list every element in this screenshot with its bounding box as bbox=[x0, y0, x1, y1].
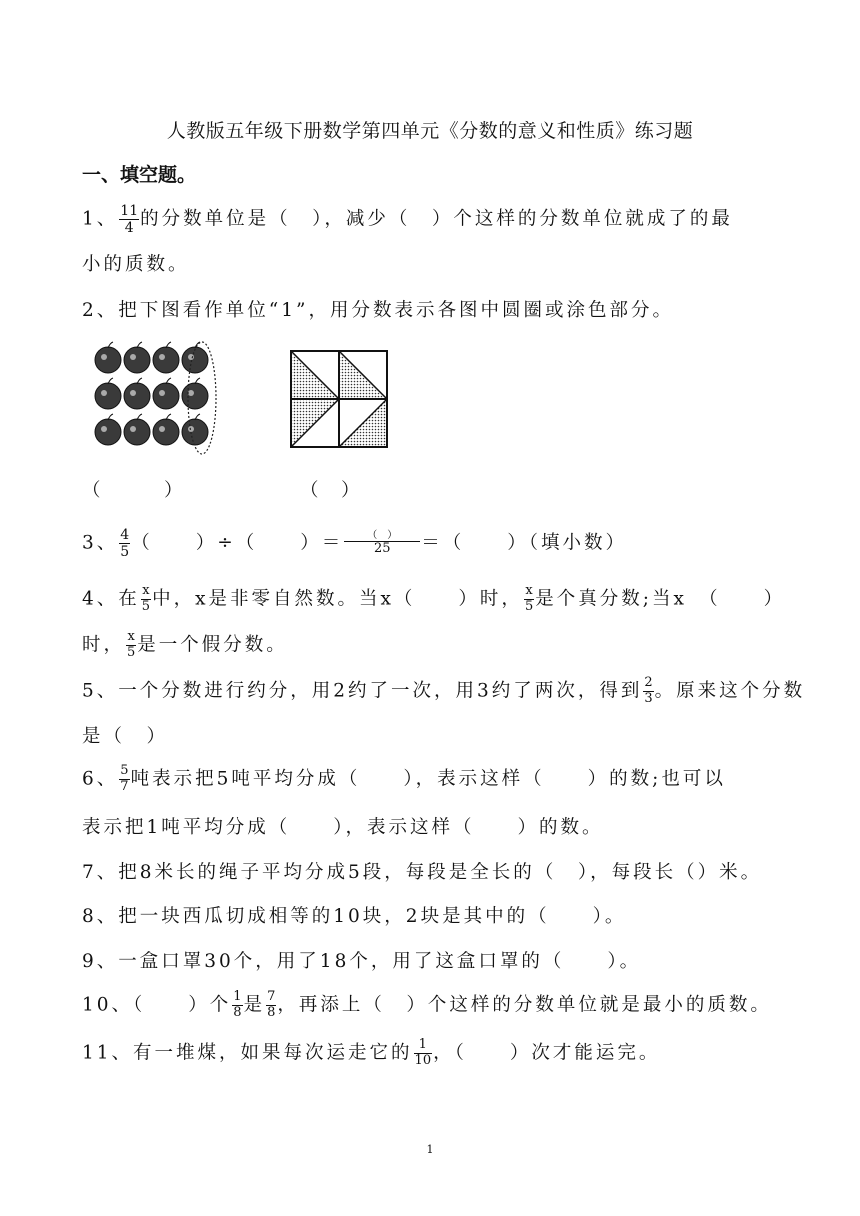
question-1: 1、 $\frac{11}{4}$ 的分数单位是（ ），减少（ ）个这样的分数单位就成了的最 bbox=[82, 203, 733, 237]
question-6: 6、 $\frac{5}{7}$ 吨表示把5吨平均分成（ ），表示这样（ ）的数;也可以 bbox=[82, 763, 726, 794]
fraction: $\frac{( )}{25}$ bbox=[344, 530, 420, 557]
question-7: 7、把8米长的绳子平均分成5段，每段是全长的（ ），每段长（）米。 bbox=[82, 862, 763, 883]
apples-figure bbox=[92, 338, 220, 460]
fraction: $\frac{x}{5}$ bbox=[524, 583, 534, 614]
fraction: $\frac{5}{7}$ bbox=[120, 763, 129, 794]
apple-icon bbox=[124, 383, 150, 409]
question-1-cont: 小的质数。 bbox=[82, 254, 190, 275]
answer-blank-figure-2[interactable]: （ ） bbox=[300, 480, 362, 501]
apple-icon bbox=[95, 419, 121, 445]
fraction: $\frac{4}{5}$ bbox=[120, 527, 130, 561]
fraction: $\frac{1}{8}$ bbox=[233, 989, 242, 1020]
question-6-cont: 表示把1吨平均分成（ ），表示这样（ ）的数。 bbox=[82, 817, 604, 838]
question-9: 9、一盒口罩30个，用了18个，用了这盒口罩的（ ）。 bbox=[82, 951, 642, 972]
apple-icon bbox=[182, 383, 208, 409]
answer-blank-figure-1[interactable]: （ ） bbox=[82, 480, 185, 501]
fraction: $\frac{x}{5}$ bbox=[127, 629, 136, 660]
apple-icon bbox=[182, 419, 208, 445]
question-4-cont: 时， $\frac{x}{5}$ 是一个假分数。 bbox=[82, 629, 288, 660]
apple-icon bbox=[95, 383, 121, 409]
apple-icon bbox=[182, 347, 208, 373]
apple-icon bbox=[153, 419, 179, 445]
fraction: $\frac{1}{10}$ bbox=[414, 1037, 432, 1068]
fraction: $\frac{11}{4}$ bbox=[120, 203, 139, 237]
question-11: 11、有一堆煤，如果每次运走它的 $\frac{1}{10}$ ，（ ）次才能运完。 bbox=[82, 1037, 661, 1068]
apple-icon bbox=[124, 419, 150, 445]
section-heading: 一、填空题。 bbox=[82, 164, 197, 186]
page-number: 1 bbox=[426, 1143, 434, 1156]
fraction: $\frac{x}{5}$ bbox=[141, 583, 151, 614]
apple-icon bbox=[95, 347, 121, 373]
fraction: $\frac{7}{8}$ bbox=[267, 989, 276, 1020]
apple-icon bbox=[153, 347, 179, 373]
question-5-cont: 是（ ） bbox=[82, 726, 169, 747]
fraction: $\frac{2}{3}$ bbox=[644, 675, 653, 706]
apple-icon bbox=[153, 383, 179, 409]
document-title: 人教版五年级下册数学第四单元《分数的意义和性质》练习题 bbox=[166, 120, 694, 142]
apple-icon bbox=[124, 347, 150, 373]
question-3: 3、 $\frac{4}{5}$ （ ）÷（ ）＝ $\frac{( )}{25}$ ＝（ ）（填小数） bbox=[82, 527, 627, 561]
question-4: 4、在 $\frac{x}{5}$ 中，x是非零自然数。当x（ ）时， $\frac{x}{5}$ 是个真分数;当x （ ） bbox=[82, 583, 786, 614]
question-10: 10、（ ）个 $\frac{1}{8}$ 是 $\frac{7}{8}$ ，再添上（ ）个这样的分数单位就是最小的质数。 bbox=[82, 989, 772, 1020]
shaded-square-figure bbox=[287, 347, 391, 451]
question-8: 8、把一块西瓜切成相等的10块，2块是其中的（ ）。 bbox=[82, 906, 627, 927]
question-5: 5、一个分数进行约分，用2约了一次，用3约了两次，得到 $\frac{2}{3}$ 。原来这个分数 bbox=[82, 675, 806, 706]
question-2: 2、把下图看作单位“1”，用分数表示各图中圆圈或涂色部分。 bbox=[82, 300, 674, 321]
